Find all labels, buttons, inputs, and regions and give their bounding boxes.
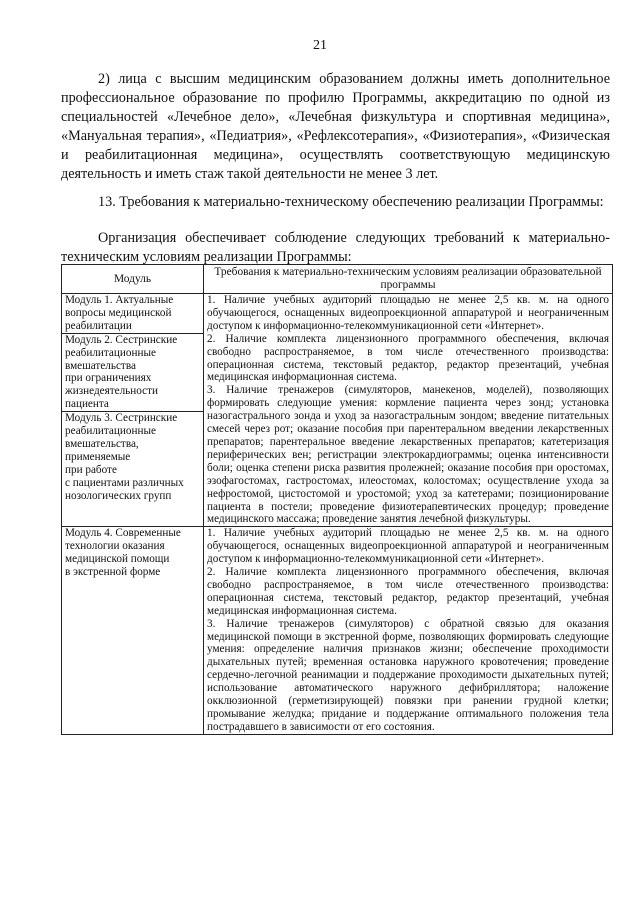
header-requirements: Требования к материально-техническим условиям реализации образовательной программы [204, 265, 613, 294]
requirement-item: 3. Наличие тренажеров (симуляторов) с обратной связью для оказания медицинской помощи в экстренной форме, позволяющих формировать следующие умения: определение наличия признаков жизни; обеспечение проходимости дыхательных путей; временная остановка наружного кровотечения; проведение сердечно-легочной реанимации и поддержание проходимости дыхательных путей; использование автоматического наружного дефибриллятора; наложение окклюзионной (герметизирующей) повязки при ранении грудной клетки; промывание желудка; придание и поддержание оптимального положения тела пострадавшего в зависимости от его состояния. [207, 617, 609, 733]
requirement-item: 3. Наличие тренажеров (симуляторов, манекенов, моделей), позволяющих формировать следующие умения: кормление пациента через зонд; установка назогастрального зонда и уход за назогастральным зондом; введение питательных смесей через рот; оказание пособия при парентеральном введении лекарственных препаратов; парентеральное введение лекарственных препаратов; катетеризация периферических вен; регистрации электрокардиограммы; оценка интенсивности боли; оценка степени риска развития пролежней; оказание пособия при оростомах, эзофагостомах, гастростомах, илеостомах, колостомах; осуществление ухода за нефростомой, цистостомой и уростомой; уход за катетерами; позиционирование пациента в постели; проведение физиотерапевтических процедур; проведение медицинского массажа; проведение занятия лечебной физкультуры. [207, 384, 609, 526]
module-1-label: Модуль 1. Актуальные вопросы медицинской реабилитации [65, 294, 174, 332]
header-module: Модуль [62, 265, 204, 294]
requirement-item: 2. Наличие комплекта лицензионного программного обеспечения, включая свободно распространяемое, в том числе отечественного производства: операционная система, текстовый редактор, редактор презентаций, учебная медицинская информационная система. [207, 566, 609, 617]
module-cell [62, 294, 204, 527]
module-2-label: Модуль 2. Сестринские реабилитационные вмешательства при ограничениях жизнедеятельности пациента [62, 333, 203, 411]
module-cell [62, 527, 204, 735]
requirements-table [61, 264, 613, 735]
module-4-label: Модуль 4. Современные технологии оказания медицинской помощи в экстренной форме [65, 527, 181, 579]
table-row [62, 294, 613, 527]
paragraph-section-13-heading: 13. Требования к материально-техническому обеспечению реализации Программы: [98, 194, 604, 210]
module-3-label: Модуль 3. Сестринские реабилитационные вмешательства, применяемые при работе с пациентами различных нозологических групп [62, 411, 203, 502]
requirement-item: 1. Наличие учебных аудиторий площадью не менее 2,5 кв. м. на одного обучающегося, оснащенных видеопроекционной аппаратурой и неограниченным доступом к информационно-телекоммуникационной сети «Интернет». [207, 294, 609, 332]
requirements-cell [204, 294, 613, 527]
requirement-item: 1. Наличие учебных аудиторий площадью не менее 2,5 кв. м. на одного обучающегося, оснащенных видеопроекционной аппаратурой и неограниченным доступом к информационно-телекоммуникационной сети «Интернет». [207, 527, 609, 566]
requirement-item: 2. Наличие комплекта лицензионного программного обеспечения, включая свободно распространяемое, в том числе отечественного производства: операционная система, текстовый редактор, редактор презентаций, учебная медицинская информационная система. [207, 332, 609, 384]
requirements-cell [204, 527, 613, 735]
table-row [62, 527, 613, 735]
table-header-row [62, 265, 613, 294]
paragraph-lecturer-requirements: 2) лица с высшим медицинским образованием должны иметь дополнительное профессиональное образование по профилю Программы, аккредитацию по одной из специальностей «Лечебное дело», «Лечебная физкультура и спортивная медицина», «Мануальная терапия», «Педиатрия», «Рефлексотерапия», «Физиотерапия», «Физическая и реабилитационная медицина», осуществлять соответствующую медицинскую деятельность и иметь стаж такой деятельности не менее 3 лет. [61, 71, 610, 182]
paragraph-organization-requirements: Организация обеспечивает соблюдение следующих требований к материально-техническим условиям реализации Программы: [61, 230, 610, 265]
page-number: 21 [313, 38, 327, 53]
